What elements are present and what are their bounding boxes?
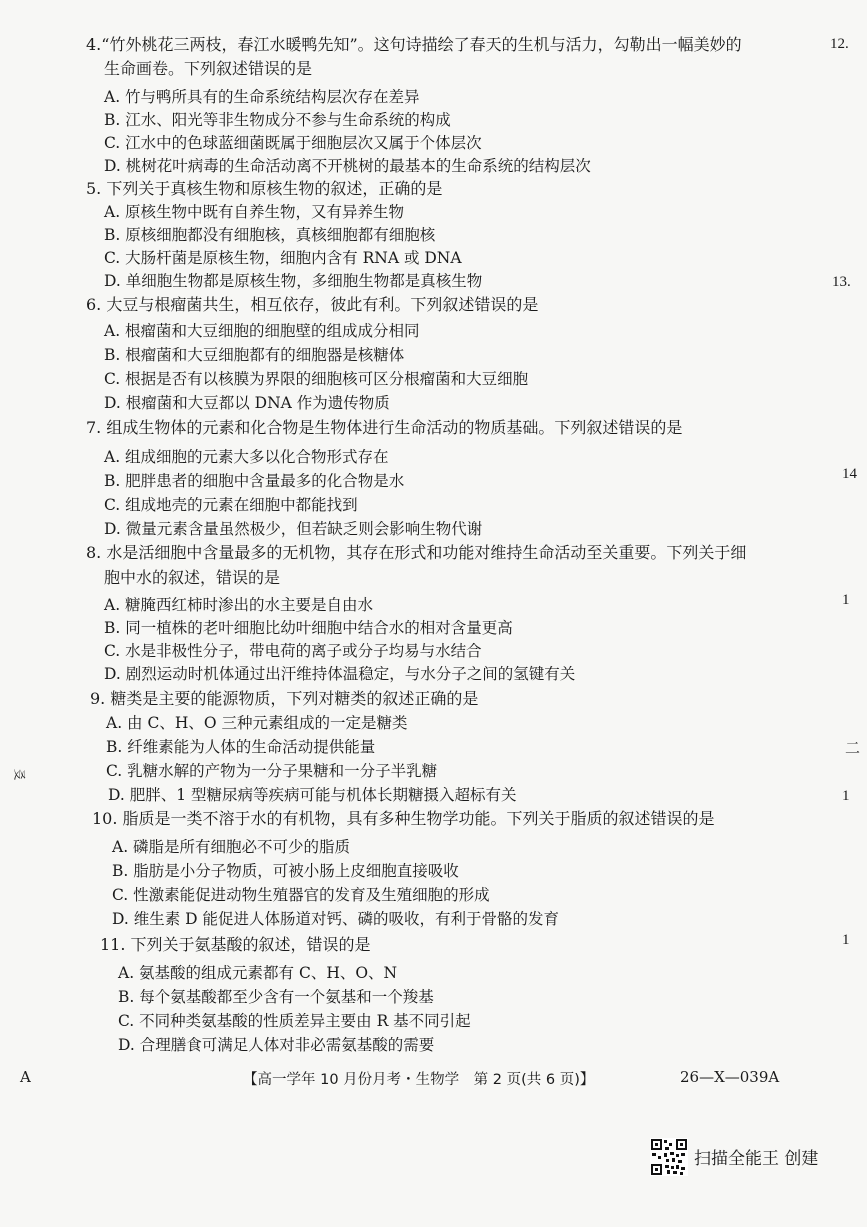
question-8-stem-line2: 胞中水的叙述，错误的是 <box>104 568 281 587</box>
question-11-option-c: C. 不同种类氨基酸的性质差异主要由 R 基不同引起 <box>118 1012 471 1030</box>
question-10-option-d: D. 维生素 D 能促进人体肠道对钙、磷的吸收，有利于骨骼的发育 <box>112 910 560 928</box>
question-7-option-a: A. 组成细胞的元素大多以化合物形式存在 <box>104 448 389 466</box>
qr-code-icon <box>650 1138 688 1176</box>
question-7-option-d: D. 微量元素含量虽然极少，但若缺乏则会影响生物代谢 <box>104 520 483 538</box>
side-mark: 12. <box>830 36 849 52</box>
question-9-option-b: B. 纤维素能为人体的生命活动提供能量 <box>106 738 376 756</box>
question-5-option-b: B. 原核细胞都没有细胞核，真核细胞都有细胞核 <box>104 226 436 244</box>
question-8-stem-line1: 8. 水是活细胞中含量最多的无机物，其存在形式和功能对维持生命活动至关重要。下列关于细 <box>86 543 747 562</box>
question-6-stem: 6. 大豆与根瘤菌共生，相互依存，彼此有利。下列叙述错误的是 <box>86 295 539 314</box>
question-5-option-a: A. 原核生物中既有自养生物，又有异养生物 <box>104 203 405 221</box>
left-binding-mark: 㕛 <box>12 768 27 781</box>
question-5-option-c: C. 大肠杆菌是原核生物，细胞内含有 RNA 或 DNA <box>104 249 462 267</box>
question-9-option-c: C. 乳糖水解的产物为一分子果糖和一分子半乳糖 <box>106 762 438 780</box>
question-7-stem: 7. 组成生物体的元素和化合物是生物体进行生命活动的物质基础。下列叙述错误的是 <box>86 418 683 437</box>
question-6-option-d: D. 根瘤菌和大豆都以 DNA 作为遗传物质 <box>104 394 390 412</box>
side-mark: 1 <box>842 592 850 608</box>
question-4-option-b: B. 江水、阳光等非生物成分不参与生命系统的构成 <box>104 111 451 129</box>
question-7-option-c: C. 组成地壳的元素在细胞中都能找到 <box>104 496 358 514</box>
question-10-stem: 10. 脂质是一类不溶于水的有机物，具有多种生物学功能。下列关于脂质的叙述错误的是 <box>92 809 715 828</box>
question-8-option-b: B. 同一植株的老叶细胞比幼叶细胞中结合水的相对含量更高 <box>104 619 513 637</box>
question-6-option-b: B. 根瘤菌和大豆细胞都有的细胞器是核糖体 <box>104 346 405 364</box>
question-9-option-d: D. 肥胖、1 型糖尿病等疾病可能与机体长期糖摄入超标有关 <box>108 786 517 804</box>
question-4-option-c: C. 江水中的色球蓝细菌既属于细胞层次又属于个体层次 <box>104 134 482 152</box>
question-11-option-a: A. 氨基酸的组成元素都有 C、H、O、N <box>118 964 398 982</box>
question-4-stem-line1: 4.“竹外桃花三两枝，春江水暖鸭先知”。这句诗描绘了春天的生机与活力，勾勒出一幅美妙的 <box>86 35 742 54</box>
side-mark: 1 <box>842 932 850 948</box>
question-10-option-a: A. 磷脂是所有细胞必不可少的脂质 <box>112 838 351 856</box>
question-11-option-b: B. 每个氨基酸都至少含有一个氨基和一个羧基 <box>118 988 434 1006</box>
question-6-option-a: A. 根瘤菌和大豆细胞的细胞壁的组成成分相同 <box>104 322 420 340</box>
footer-page-info: 【高一学年 10 月份月考・生物学 第 2 页(共 6 页)】 <box>243 1072 595 1088</box>
question-8-option-c: C. 水是非极性分子，带电荷的离子或分子均易与水结合 <box>104 642 482 660</box>
question-5-stem: 5. 下列关于真核生物和原核生物的叙述，正确的是 <box>86 179 443 198</box>
side-mark: 1 <box>842 788 850 804</box>
question-4-stem-line2: 生命画卷。下列叙述错误的是 <box>104 59 313 78</box>
footer-version-letter: A <box>20 1068 31 1086</box>
question-7-option-b: B. 肥胖患者的细胞中含量最多的化合物是水 <box>104 472 405 490</box>
question-11-stem: 11. 下列关于氨基酸的叙述，错误的是 <box>100 935 371 954</box>
question-4-option-d: D. 桃树花叶病毒的生命活动离不开桃树的最基本的生命系统的结构层次 <box>104 157 591 175</box>
question-6-option-c: C. 根据是否有以核膜为界限的细胞核可区分根瘤菌和大豆细胞 <box>104 370 529 388</box>
question-9-option-a: A. 由 C、H、O 三种元素组成的一定是糖类 <box>106 714 408 732</box>
question-10-option-c: C. 性激素能促进动物生殖器官的发育及生殖细胞的形成 <box>112 886 490 904</box>
question-8-option-a: A. 糖腌西红柿时渗出的水主要是自由水 <box>104 596 374 614</box>
question-5-option-d: D. 单细胞生物都是原核生物，多细胞生物都是真核生物 <box>104 272 483 290</box>
scanner-watermark-text: 扫描全能王 创建 <box>694 1149 819 1169</box>
side-mark: 14 <box>842 466 857 482</box>
footer-exam-code: 26—X—039A <box>680 1068 780 1086</box>
question-9-stem: 9. 糖类是主要的能源物质，下列对糖类的叙述正确的是 <box>90 689 479 708</box>
side-mark: 二 <box>845 741 861 757</box>
question-4-option-a: A. 竹与鸭所具有的生命系统结构层次存在差异 <box>104 88 420 106</box>
question-10-option-b: B. 脂肪是小分子物质，可被小肠上皮细胞直接吸收 <box>112 862 459 880</box>
side-mark: 13. <box>832 274 851 290</box>
question-11-option-d: D. 合理膳食可满足人体对非必需氨基酸的需要 <box>118 1036 435 1054</box>
question-8-option-d: D. 剧烈运动时机体通过出汗维持体温稳定，与水分子之间的氢键有关 <box>104 665 576 683</box>
